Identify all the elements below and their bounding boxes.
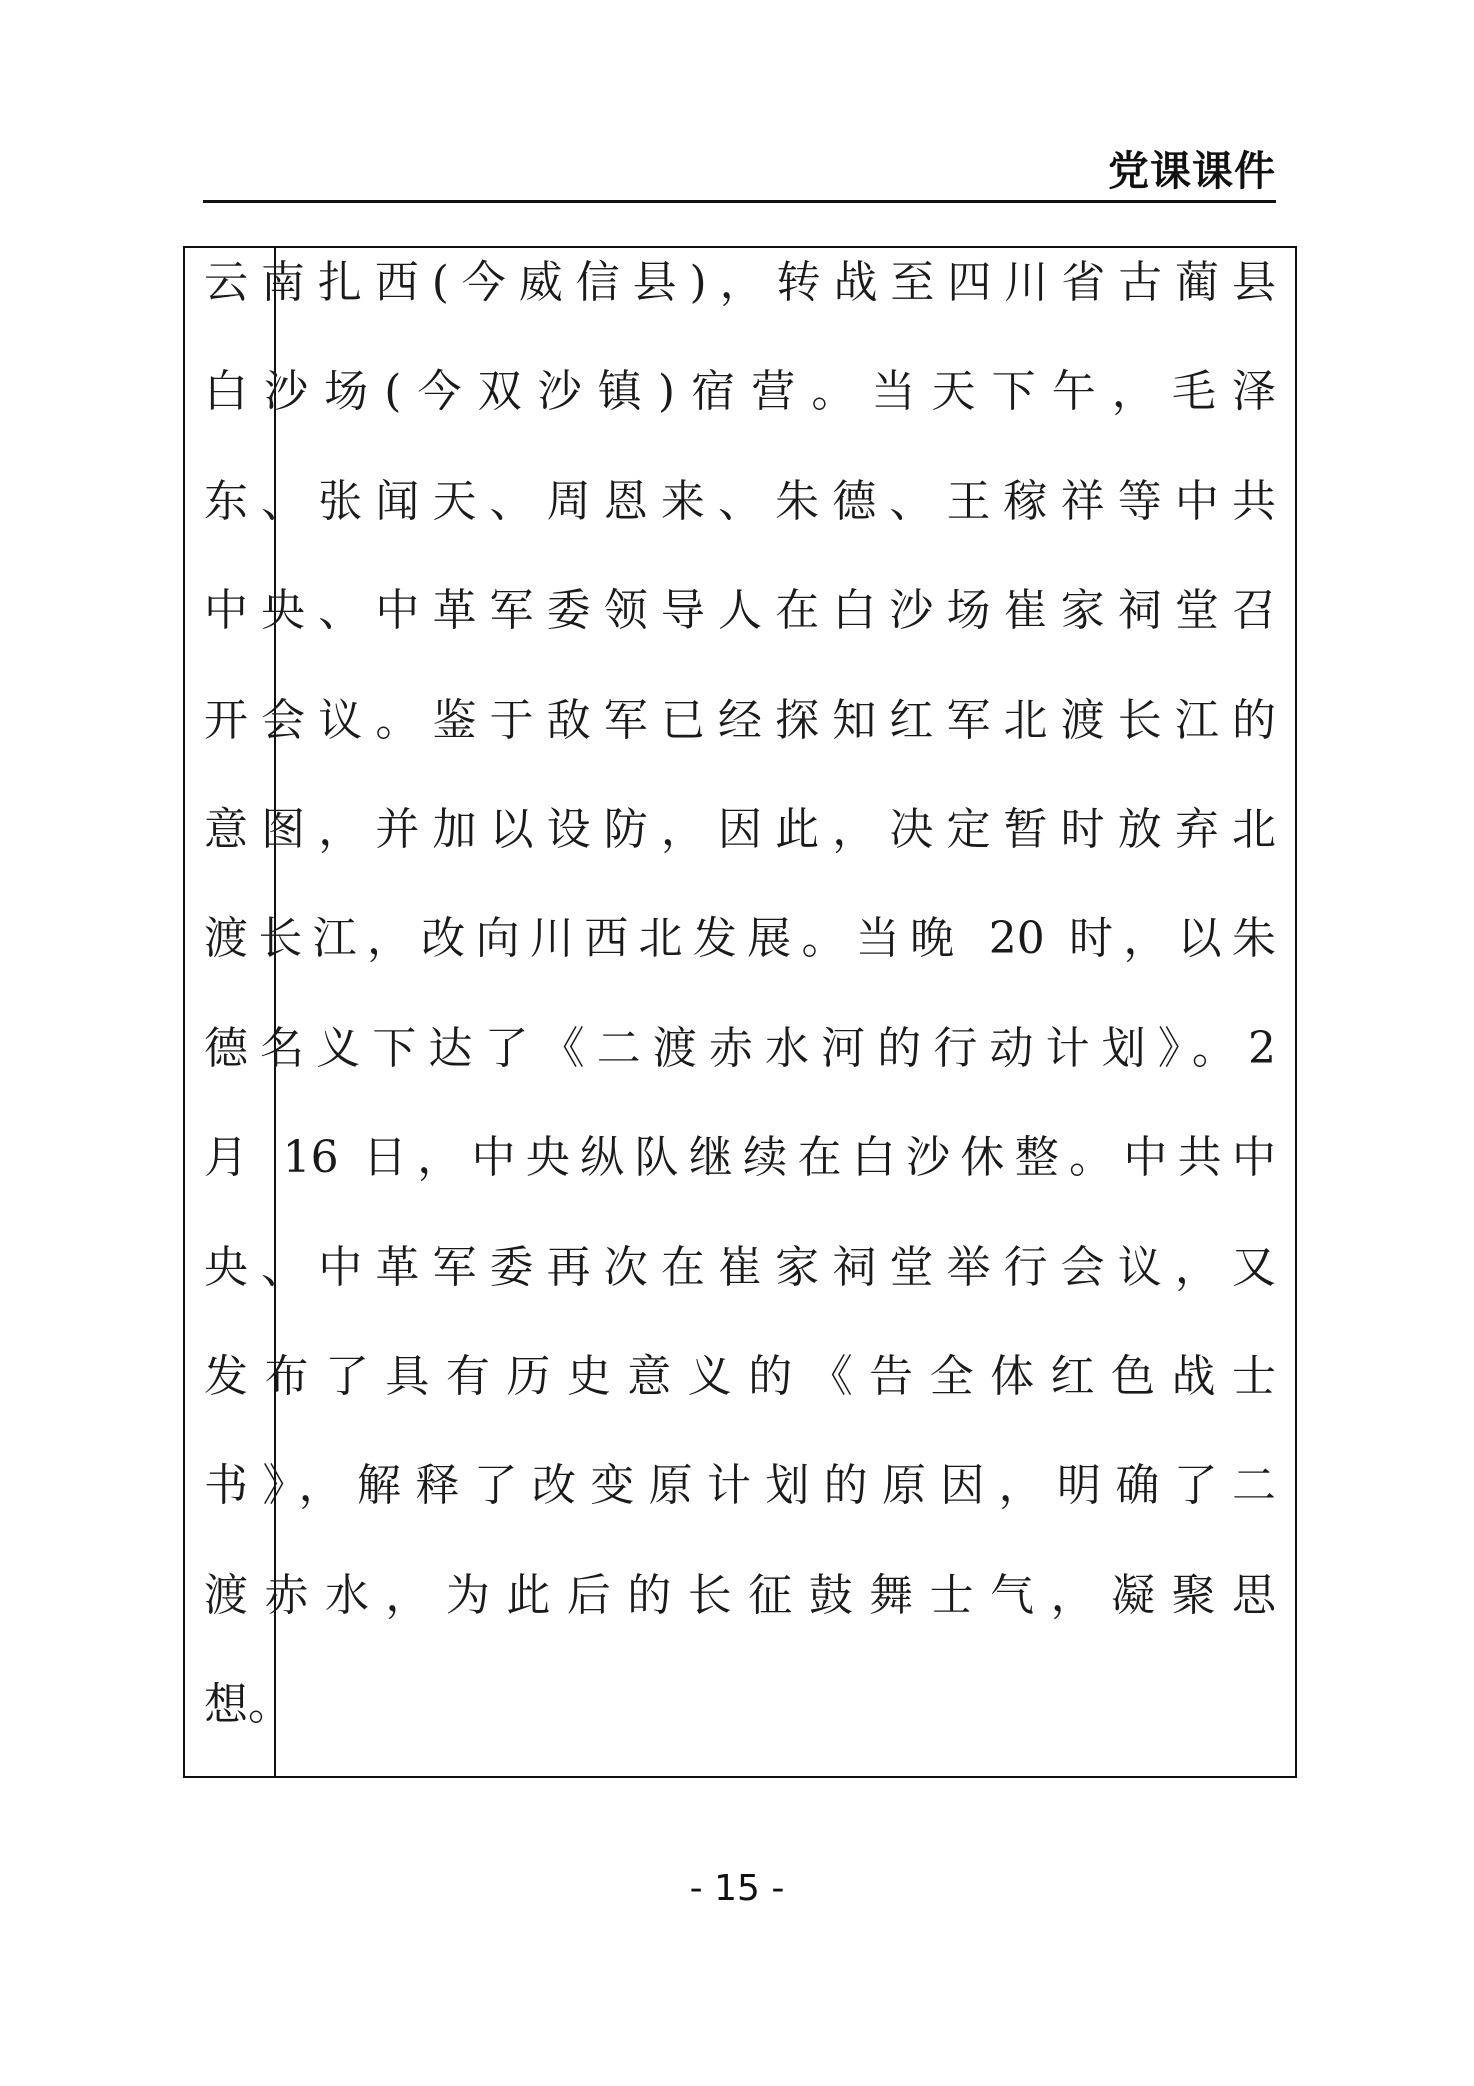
text-line: 书》，解释了改变原计划的原因，明确了二 <box>204 1460 1276 1512</box>
text-line: 德名义下达了《二渡赤水河的行动计划》。2 <box>204 1022 1276 1074</box>
text-line: 央、中革军委再次在崔家祠堂举行会议，又 <box>204 1241 1276 1293</box>
text-line: 月 16 日，中央纵队继续在白沙休整。中共中 <box>204 1132 1276 1184</box>
text-line: 开会议。鉴于敌军已经探知红军北渡长江的 <box>204 694 1276 746</box>
text-line: 发布了具有历史意义的《告全体红色战士 <box>204 1350 1276 1402</box>
text-line: 渡长江，改向川西北发展。当晚 20 时，以朱 <box>204 913 1276 965</box>
body-text <box>204 252 1276 1783</box>
text-line: 云南扎西(今威信县)，转战至四川省古蔺县 <box>204 257 1276 308</box>
page-number: - 15 - <box>689 1868 785 1909</box>
text-line: 中央、中革军委领导人在白沙场崔家祠堂召 <box>204 585 1276 637</box>
text-line: 意图，并加以设防，因此，决定暂时放弃北 <box>204 803 1276 855</box>
header-divider <box>203 200 1276 203</box>
text-line: 渡赤水，为此后的长征鼓舞士气，凝聚思 <box>204 1569 1276 1621</box>
text-line: 白沙场(今双沙镇)宿营。当天下午，毛泽 <box>204 366 1276 418</box>
header-title: 党课课件 <box>1108 147 1276 195</box>
text-line: 想。 <box>204 1679 292 1731</box>
text-line: 东、张闻天、周恩来、朱德、王稼祥等中共 <box>204 475 1276 527</box>
